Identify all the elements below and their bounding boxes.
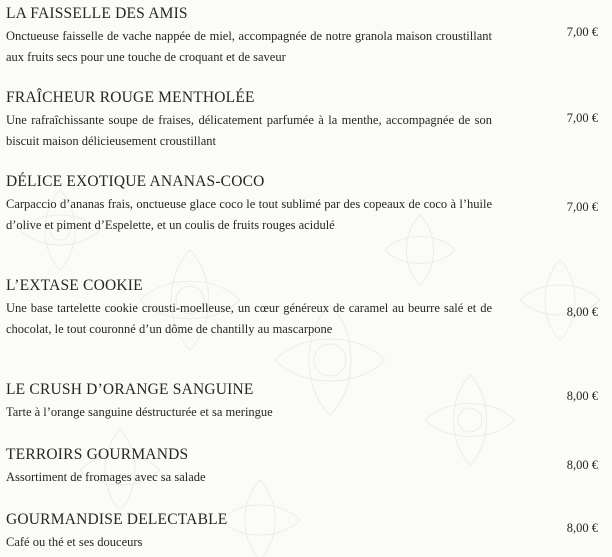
menu-item-price: 8,00 € <box>566 305 598 319</box>
menu-item-description: Une rafraîchissante soupe de fraises, délicatement parfumée à la menthe, accompagnée de son biscuit maison délicieusement croustillant <box>6 113 492 148</box>
menu-item-description: Carpaccio d’ananas frais, onctueuse glace coco le tout sublimé par des copeaux de coco à l’huile d’olive et piment d’Espelette, et un coulis de fruits rouges acidulé <box>6 197 492 232</box>
menu-item-price: 8,00 € <box>566 389 598 403</box>
menu-item-description: Assortiment de fromages avec sa salade <box>6 470 206 484</box>
menu-item-description: Tarte à l’orange sanguine déstructurée et sa meringue <box>6 405 273 419</box>
menu-item-price: 7,00 € <box>566 111 598 125</box>
menu-item-price: 8,00 € <box>566 458 598 472</box>
menu-item-description: Une base tartelette cookie crousti-moelleuse, un cœur généreux de caramel au beurre salé et de chocolat, le tout couronné d’un dôme de chantilly au mascarpone <box>6 301 492 336</box>
menu-item-description: Café ou thé et ses douceurs <box>6 535 143 549</box>
menu-item-price: 7,00 € <box>566 200 598 214</box>
menu-item-title: TERROIRS GOURMANDS <box>6 446 189 463</box>
menu-item-price: 7,00 € <box>566 25 598 39</box>
menu-item-title: FRAÎCHEUR ROUGE MENTHOLÉE <box>6 89 255 106</box>
menu-item-title: GOURMANDISE DELECTABLE <box>6 511 228 528</box>
menu-item-title: L’EXTASE COOKIE <box>6 277 143 294</box>
menu-item-title: LA FAISSELLE DES AMIS <box>6 5 188 22</box>
menu-item-title: LE CRUSH D’ORANGE SANGUINE <box>6 381 254 398</box>
menu-item-price: 8,00 € <box>566 521 598 535</box>
menu-item-title: DÉLICE EXOTIQUE ANANAS-COCO <box>6 173 265 190</box>
menu-item-description: Onctueuse faisselle de vache nappée de miel, accompagnée de notre granola maison croustillant aux fruits secs pour une touche de croquant et de saveur <box>6 29 492 64</box>
